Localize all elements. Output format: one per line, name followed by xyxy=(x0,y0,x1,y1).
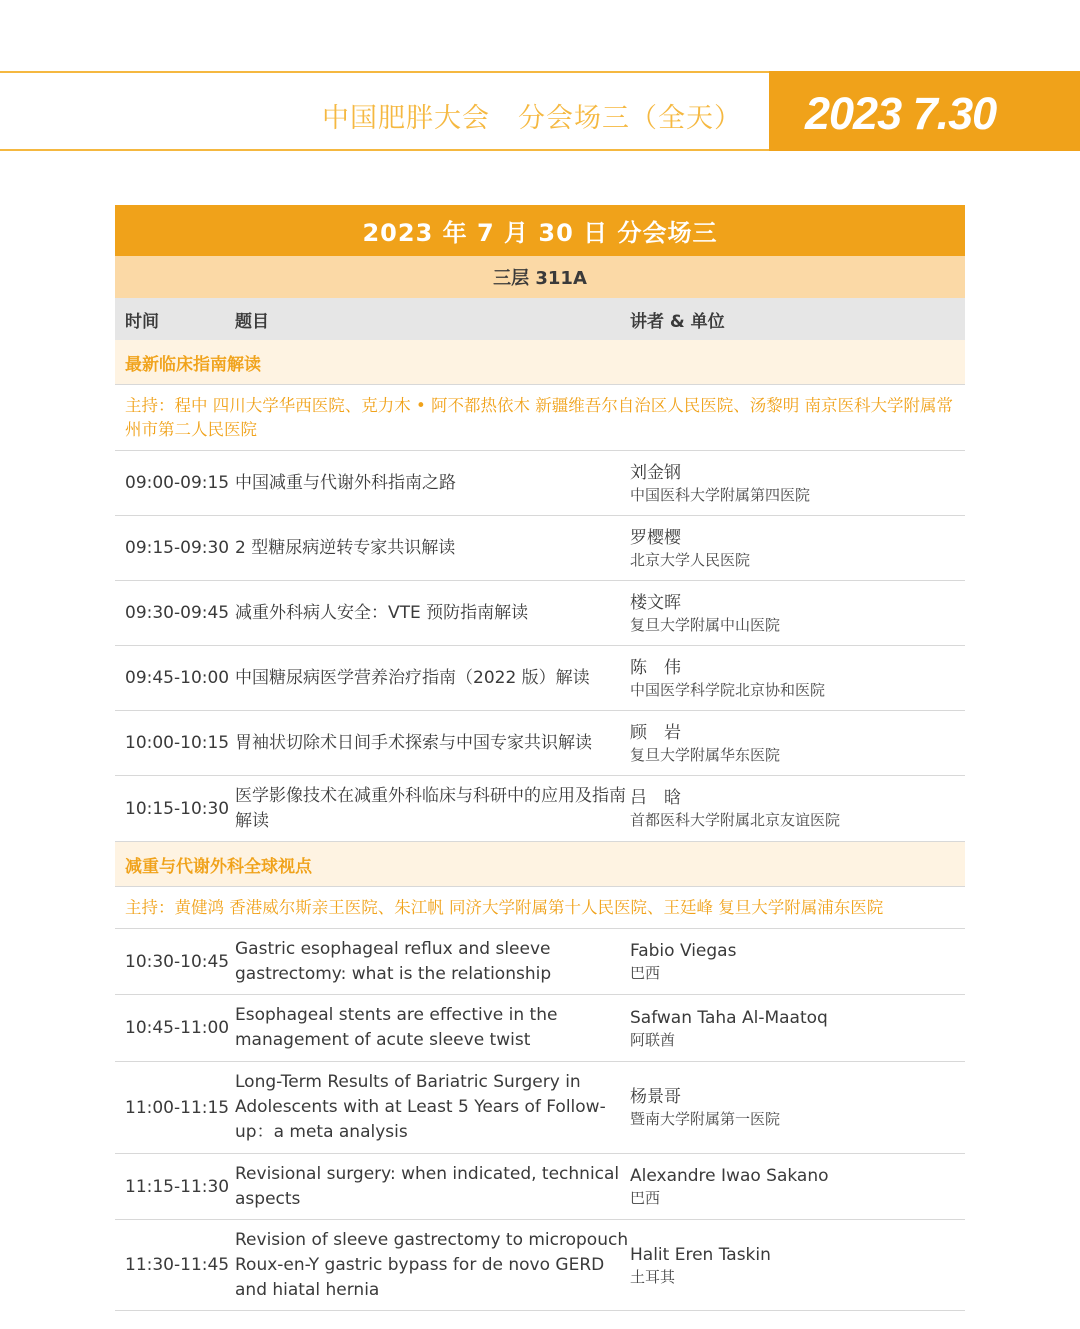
table-row xyxy=(115,711,965,776)
row-time: 09:15-09:30 xyxy=(125,538,230,558)
row-time: 11:00-11:15 xyxy=(125,1097,230,1118)
conference-title: 中国肥胖大会 分会场三（全天） xyxy=(322,103,742,134)
row-topic: 医学影像技术在减重外科临床与科研中的应用及指南解读 xyxy=(235,785,626,831)
speaker-org: 阿联酋 xyxy=(630,1030,676,1049)
row-topic: 胃袖状切除术日间手术探索与中国专家共识解读 xyxy=(235,732,592,753)
row-topic: Long‐Term Results of Bariatric Surgery in Adolescents with at Least 5 Years of Follow‐up：a meta analysis xyxy=(235,1072,606,1142)
row-speaker xyxy=(630,1085,965,1130)
session-title: 最新临床指南解读 xyxy=(115,340,965,385)
column-header-row xyxy=(115,298,965,340)
table-row xyxy=(115,995,965,1062)
row-topic: Esophageal stents are effective in the management of acute sleeve twist xyxy=(235,1005,558,1050)
table-row xyxy=(115,776,965,842)
speaker-name: Halit Eren Taskin xyxy=(630,1244,771,1265)
row-time: 11:30-11:45 xyxy=(125,1255,230,1275)
row-speaker xyxy=(630,591,965,636)
row-topic: 中国减重与代谢外科指南之路 xyxy=(235,472,456,493)
session-title: 减重与代谢外科全球视点 xyxy=(115,842,965,887)
row-speaker xyxy=(630,939,965,984)
speaker-org: 巴西 xyxy=(630,964,661,982)
row-topic: Revision of sleeve gastrectomy to micropouch Roux-en-Y gastric bypass for de novo GERD and hiatal hernia xyxy=(235,1229,629,1300)
speaker-org: 北京大学人民医院 xyxy=(630,550,751,569)
header-rule-bottom xyxy=(0,149,770,151)
table-row xyxy=(115,581,965,646)
speaker-name: 杨景哥 xyxy=(630,1087,681,1107)
header-rule-top xyxy=(0,71,770,73)
row-time: 10:45-11:00 xyxy=(125,1018,230,1038)
speaker-org: 首都医科大学附属北京友谊医院 xyxy=(630,811,841,829)
table-title: 2023 年 7 月 30 日 分会场三 xyxy=(115,205,965,256)
column-header-topic: 题目 xyxy=(235,311,269,332)
row-time: 10:15-10:30 xyxy=(125,798,230,819)
row-time: 09:00-09:15 xyxy=(125,473,230,493)
speaker-name: 罗樱樱 xyxy=(630,527,681,548)
row-time: 09:45-10:00 xyxy=(125,668,230,688)
speaker-name: 刘金钢 xyxy=(630,462,681,483)
column-header-time: 时间 xyxy=(125,311,159,332)
room-label: 三层 311A xyxy=(115,256,965,298)
row-topic: Revisional surgery: when indicated, technical aspects xyxy=(235,1163,620,1209)
row-speaker xyxy=(630,461,965,506)
speaker-name: 陈 伟 xyxy=(630,657,681,678)
table-row xyxy=(115,451,965,516)
speaker-org: 暨南大学附属第一医院 xyxy=(630,1110,781,1128)
row-speaker xyxy=(630,526,965,571)
table-row xyxy=(115,646,965,711)
speaker-org: 复旦大学附属中山医院 xyxy=(630,615,781,634)
speaker-name: Alexandre Iwao Sakano xyxy=(630,1166,829,1186)
row-time: 11:15-11:30 xyxy=(125,1176,230,1197)
table-row xyxy=(115,516,965,581)
speaker-name: 顾 岩 xyxy=(630,722,681,743)
speaker-org: 巴西 xyxy=(630,1189,661,1207)
session-hosts: 主持：黄健鸿 香港威尔斯亲王医院、朱江帆 同济大学附属第十人民医院、王廷峰 复旦大学附属浦东医院 xyxy=(115,887,965,929)
schedule-table xyxy=(115,205,965,1311)
speaker-name: 吕 晗 xyxy=(630,788,681,808)
row-speaker xyxy=(630,656,965,701)
speaker-org: 土耳其 xyxy=(630,1267,676,1286)
speaker-name: Safwan Taha Al-Maatoq xyxy=(630,1007,828,1028)
row-time: 10:30-10:45 xyxy=(125,951,230,972)
table-row xyxy=(115,1062,965,1154)
row-topic: Gastric esophageal reflux and sleeve gastrectomy: what is the relationship xyxy=(235,938,552,984)
row-speaker xyxy=(630,1164,965,1209)
session-hosts: 主持：程中 四川大学华西医院、克力木 • 阿不都热依木 新疆维吾尔自治区人民医院、汤黎明 南京医科大学附属常州市第二人民医院 xyxy=(115,385,965,451)
table-row xyxy=(115,929,965,995)
speaker-org: 中国医科大学附属第四医院 xyxy=(630,485,811,504)
row-speaker xyxy=(630,786,965,831)
row-time: 10:00-10:15 xyxy=(125,733,230,753)
row-speaker xyxy=(630,1243,965,1288)
table-row xyxy=(115,1220,965,1311)
row-topic: 2 型糖尿病逆转专家共识解读 xyxy=(235,537,456,558)
speaker-name: 楼文晖 xyxy=(630,592,681,613)
date-text: 2023 7.30 xyxy=(805,88,997,139)
speaker-org: 复旦大学附属华东医院 xyxy=(630,745,781,764)
row-topic: 中国糖尿病医学营养治疗指南（2022 版）解读 xyxy=(235,667,590,688)
speaker-name: Fabio Viegas xyxy=(630,941,737,961)
table-row xyxy=(115,1154,965,1220)
column-header-speaker: 讲者 & 单位 xyxy=(630,311,725,332)
row-speaker xyxy=(630,721,965,766)
speaker-org: 中国医学科学院北京协和医院 xyxy=(630,680,826,699)
date-badge xyxy=(769,71,1080,151)
row-topic: 减重外科病人安全：VTE 预防指南解读 xyxy=(235,602,529,623)
row-time: 09:30-09:45 xyxy=(125,603,230,623)
row-speaker xyxy=(630,1006,965,1051)
